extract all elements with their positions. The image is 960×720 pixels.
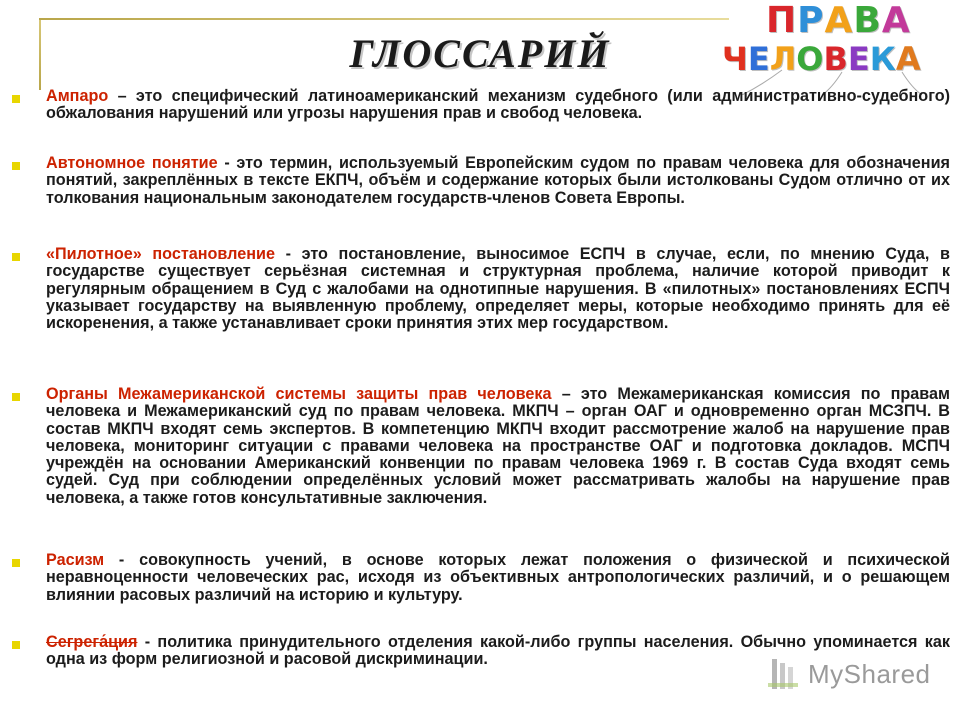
- entry-text: [46, 386, 950, 507]
- logo-prava-cheloveka: [722, 0, 958, 95]
- logo-letter: Л: [769, 40, 797, 78]
- logo-letter: А: [824, 0, 853, 41]
- entry-term: Расизм: [46, 551, 105, 569]
- entry-definition: - совокупность учений, в основе которых лежат положения о физической и психической неравноценности человеческих рас, исходя из объективных антропологических различий, и о решающем влиянии расовых различий на историю и культуру.: [46, 551, 950, 604]
- page-title: ГЛОССАРИЙ: [349, 31, 611, 76]
- logo-letter: Р: [797, 0, 824, 41]
- balloon-strings-icon: [722, 0, 958, 95]
- entry-definition: – это Межамериканская комиссия по правам человека и Межамериканский суд по правам человека. МКПЧ – орган ОАГ и одновременно орган МСЗПЧ. В состав МКПЧ входят семь экспертов. В компетенцию МКПЧ входит рассмотрение жалоб на нарушение прав человека, мониторинг ситуации с правами человека на пространстве ОАГ и подготовка докладов. МСПЧ учреждён на основании Американский конвенции по правам человека 1969 г. В состав Суда входят семь судей. Суд при соблюдении определённых условий может рассматривать жалобы на нарушение прав человека, а также готов консультативные заключения.: [46, 385, 950, 507]
- bullet-icon: [12, 162, 20, 170]
- logo-letter: О: [796, 40, 824, 78]
- entry-term: Автономное понятие: [46, 154, 218, 172]
- entry-definition: – это специфический латиноамериканский механизм судебного (или административно-судебного) обжалования нарушений или угрозы нарушения прав и свобод человека.: [46, 87, 950, 123]
- bullet-icon: [12, 393, 20, 401]
- logo-letter: А: [895, 40, 921, 78]
- mysharedlogo-icon: [768, 657, 802, 691]
- logo-letter: П: [766, 0, 797, 41]
- logo-letter: Е: [847, 40, 870, 78]
- logo-letter: А: [881, 0, 910, 41]
- bullet-icon: [12, 95, 20, 103]
- entry-text: [46, 552, 950, 604]
- entry-definition: - политика принудительного отделения какой-либо группы населения. Обычно упоминается как одна из форм религиозной и расовой дискриминации.: [46, 633, 950, 669]
- entry-text: [46, 88, 950, 123]
- logo-letter: Е: [747, 40, 770, 78]
- bullet-icon: [12, 641, 20, 649]
- entry-term: «Пилотное» постановление: [46, 245, 275, 263]
- watermark-text: MyShared: [808, 658, 931, 689]
- entry-definition: - это термин, используемый Европейским судом по правам человека для обозначения понятий, закреплённых в тексте ЕКПЧ, объём и содержание которых были истолкованы Судом отлично от их толкования национальным законодателем государств-членов Совета Европы.: [46, 154, 950, 207]
- logo-letter: К: [869, 40, 896, 78]
- logo-letter: В: [823, 40, 848, 78]
- entry-term: Органы Межамериканской системы защиты прав человека: [46, 385, 552, 403]
- entry-term: Ампаро: [46, 87, 109, 105]
- bullet-icon: [12, 559, 20, 567]
- entry-text: [46, 246, 950, 332]
- entry-term: Сегрега́ция: [46, 633, 138, 651]
- logo-letter: В: [853, 0, 881, 41]
- watermark: [768, 654, 931, 694]
- entry-text: [46, 155, 950, 207]
- frame-line-horizontal: [39, 18, 729, 20]
- entry-definition: - это постановление, выносимое ЕСПЧ в случае, если, по мнению Суда, в государстве существует серьёзная системная и структурная проблема, наличие которой приводит к регулярным обращением в Суд с жалобами на однотипные нарушения. В «пилотных» постановлениях ЕСПЧ указывает государству на выявленную проблему, определяет меры, которые необходимо принять для её искоренения, а также устанавливает сроки принятия этих мер государством.: [46, 245, 950, 333]
- logo-letter: Ч: [722, 40, 748, 78]
- bullet-icon: [12, 253, 20, 261]
